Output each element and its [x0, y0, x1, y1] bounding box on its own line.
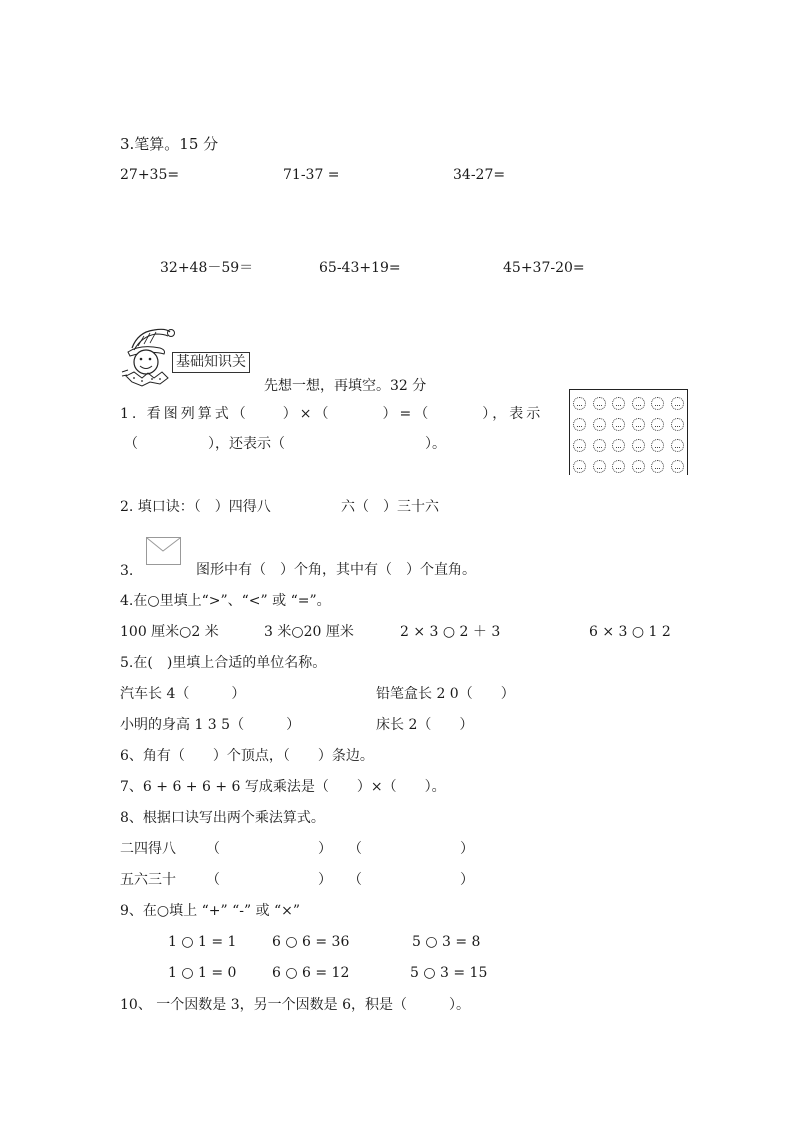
calc-item: 71-37 =	[283, 167, 340, 183]
q8-blank: （ ）	[348, 841, 474, 857]
faces-figure	[569, 389, 688, 475]
section-banner-label: 基础知识关	[172, 352, 250, 373]
q8-blank: （ ）	[348, 872, 474, 888]
q4-item: 3 米○20 厘米	[264, 624, 354, 640]
section-instruction: 先想一想，再填空。32 分	[264, 378, 427, 394]
q5-item: 铅笔盒长 2 0（ ）	[376, 686, 515, 702]
q5-item: 汽车长 4（ ）	[120, 686, 246, 702]
calc-item: 45+37-20=	[503, 260, 585, 276]
q2-left: 2. 填口诀：（ ）四得八	[120, 499, 271, 515]
q3-number: 3.	[120, 563, 134, 579]
q8-blank: （ ）	[206, 841, 332, 857]
q5-item: 小明的身高 1 3 5（ ）	[120, 717, 301, 733]
clown-mascot-icon	[120, 326, 180, 388]
q9-title: 9、在○填上 “+” “-” 或 “×”	[120, 903, 301, 919]
q9-item: 5 ○ 3 = 15	[410, 965, 488, 981]
q4-item: 2 × 3 ○ 2 ＋ 3	[400, 624, 501, 640]
q4-item: 6 × 3 ○ 1 2	[589, 624, 671, 640]
q5-title: 5.在( )里填上合适的单位名称。	[120, 655, 327, 671]
q9-item: 5 ○ 3 = 8	[412, 934, 481, 950]
q3-text: 图形中有（ ）个角，其中有（ ）个直角。	[196, 562, 476, 578]
q6: 6、角有（ ）个顶点，（ ）条边。	[120, 748, 374, 764]
q8-row-label: 二四得八	[120, 841, 176, 857]
q5-item: 床长 2（ ）	[376, 717, 474, 733]
q9-item: 6 ○ 6 = 12	[272, 965, 350, 981]
q9-item: 1 ○ 1 = 1	[168, 934, 237, 950]
q7: 7、6 + 6 + 6 + 6 写成乘法是（ ）×（ ）。	[120, 779, 446, 795]
q10: 10、 一个因数是 3，另一个因数是 6，积是（ ）。	[120, 997, 470, 1013]
q8-blank: （ ）	[206, 872, 332, 888]
q4-item: 100 厘米○2 米	[120, 624, 219, 640]
q1-line2: （ ），还表示（ ）。	[124, 436, 446, 452]
q9-item: 6 ○ 6 = 36	[272, 934, 350, 950]
section-banner	[120, 326, 280, 388]
calc-item: 32+48－59＝	[160, 260, 254, 276]
calc-item: 27+35=	[120, 167, 180, 183]
q8-row-label: 五六三十	[120, 872, 176, 888]
q1-line1: 1. 看图列算式（ ）×（ ）=（ ），表示	[120, 406, 544, 422]
section3-title: 3.笔算。15 分	[120, 135, 219, 153]
q4-title: 4.在○里填上“>”、“<” 或 “=”。	[120, 593, 331, 609]
q9-item: 1 ○ 1 = 0	[168, 965, 237, 981]
calc-item: 34-27=	[453, 167, 506, 183]
envelope-shape-icon	[146, 537, 181, 565]
q8-title: 8、根据口诀写出两个乘法算式。	[120, 810, 325, 826]
calc-item: 65-43+19=	[319, 260, 401, 276]
q2-right: 六（ ）三十六	[341, 499, 439, 515]
